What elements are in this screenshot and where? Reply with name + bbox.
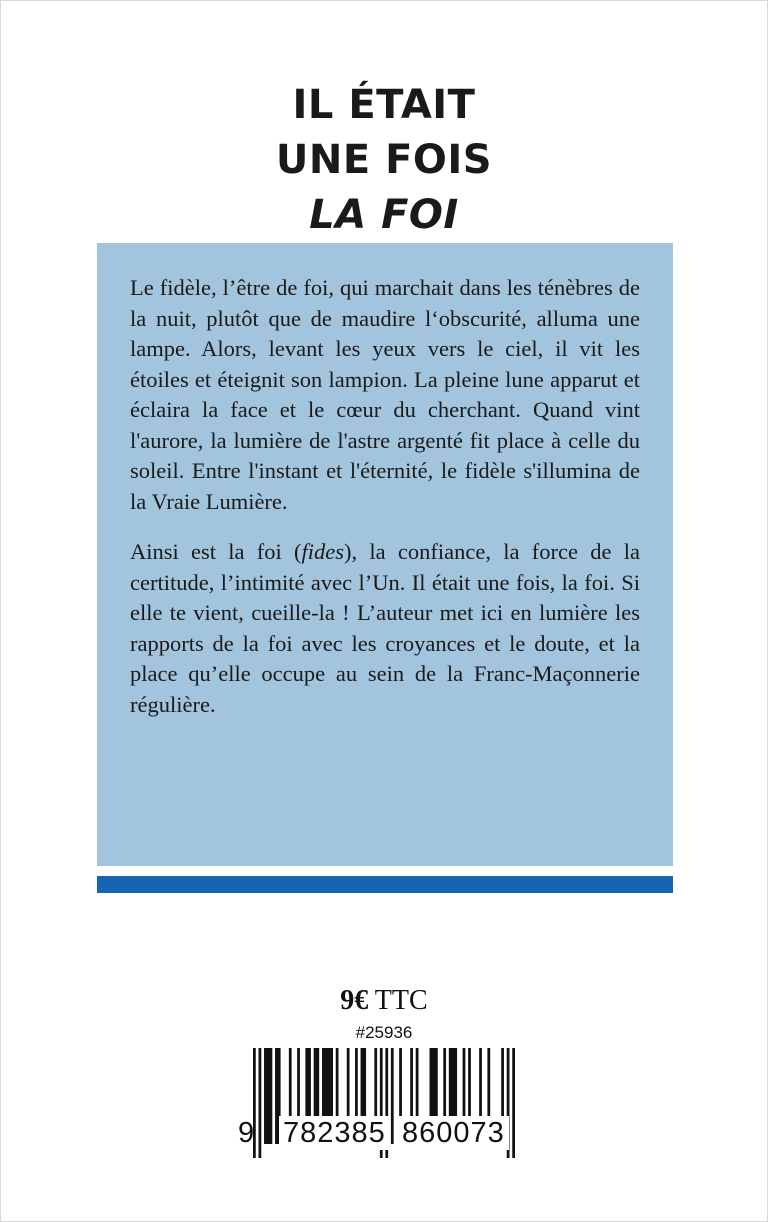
product-code: #25936 [355, 1023, 413, 1042]
title-line-2: UNE FOIS [275, 137, 493, 183]
book-title [0, 78, 768, 243]
barcode-bar [391, 1048, 394, 1144]
price-label [0, 985, 768, 1017]
barcode-right-digits: 860073 [398, 1116, 509, 1150]
barcode-bar [264, 1048, 272, 1144]
blurb-p2-end: ), la confiance, la force de la certitude, l’intimité avec l’Un. Il était une fois, la foi. Si elle te vient, cueille-la ! L’auteur met ici en lumière les rapports de la foi avec les croyances et le doute, et la place qu’elle occupe au sein de la Franc-Maçonnerie régulière. [130, 539, 640, 717]
blurb-box [97, 243, 673, 866]
barcode-left-digits: 782385 [279, 1116, 390, 1150]
barcode-guard-bar [259, 1048, 262, 1158]
blurb-paragraph-2 [130, 537, 640, 720]
barcode-first-digit: 9 [238, 1117, 256, 1149]
blurb-p2-start: Ainsi est la foi ( [130, 539, 302, 564]
blurb-p2-italic: fides [301, 539, 345, 564]
blurb-paragraph-1: Le fidèle, l’être de foi, qui marchait dans les ténèbres de la nuit, plutôt que de maudire l‘obscurité, alluma une lampe. Alors, levant les yeux vers le ciel, il vit les étoiles et éteignit son lampion. La pleine lune apparut et éclaira la face et le cœur du cherchant. Quand vint l'aurore, la lumière de l'astre argenté fit place à celle du soleil. Entre l'instant et l'éternité, le fidèle s'illumina de la Vraie Lumière. [130, 275, 640, 514]
blue-divider-bar [97, 876, 673, 893]
title-line-1: IL ÉTAIT [292, 82, 476, 128]
price-amount: 9€ [340, 985, 369, 1016]
price-tax: TTC [368, 985, 428, 1016]
title-line-3: LA FOI [309, 192, 459, 238]
barcode-guard-bar [512, 1048, 515, 1158]
